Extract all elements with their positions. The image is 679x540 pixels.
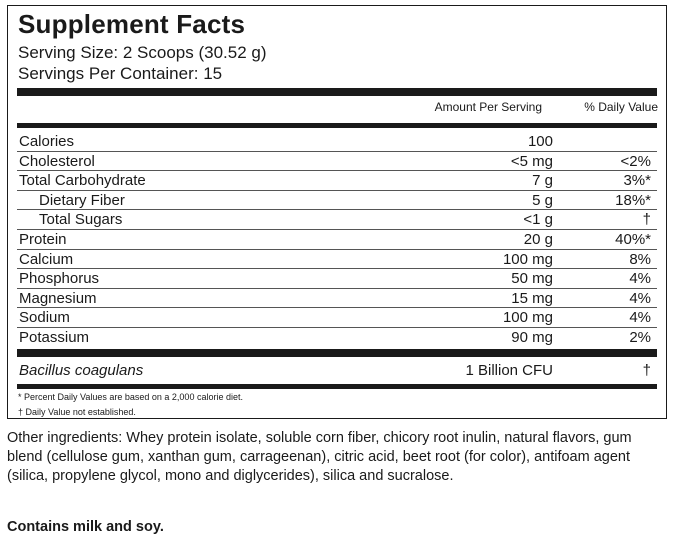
nutrient-row-calories <box>17 132 657 152</box>
nutrient-dv: 2% <box>629 328 651 346</box>
probiotic-amount: 1 Billion CFU <box>465 362 553 379</box>
nutrient-rows <box>17 132 657 348</box>
nutrient-row-potassium <box>17 328 657 348</box>
nutrient-row-magnesium <box>17 289 657 309</box>
nutrient-row-phosphorus <box>17 269 657 289</box>
other-ingredients: Other ingredients: Whey protein isolate, soluble corn fiber, chicory root inulin, natural flavors, gum blend (cellulose gum, xanthan gum, carrageenan), citric acid, beet root (for color), antifoam agent (silica, propylene glycol, mono and diglycerides), silica and sucralose. <box>7 430 632 484</box>
probiotic-dv: † <box>642 362 651 379</box>
serving-size: Serving Size: 2 Scoops (30.52 g) <box>18 43 267 62</box>
footnote-divider <box>17 384 657 389</box>
nutrient-amount: 100 mg <box>502 309 553 327</box>
probiotic-row <box>17 361 657 383</box>
nutrient-row-protein <box>17 230 657 250</box>
daily-value-header: % Daily Value <box>584 100 658 114</box>
percent-footnote: * Percent Daily Values are based on a 2,000 calorie diet. <box>18 392 243 402</box>
nutrient-dv: 4% <box>629 309 651 327</box>
nutrient-row-total-sugars <box>17 210 657 230</box>
header-divider <box>17 88 657 96</box>
nutrient-name: Cholesterol <box>19 152 95 170</box>
nutrient-row-sodium <box>17 308 657 328</box>
nutrient-dv: 4% <box>629 270 651 288</box>
nutrient-name: Total Carbohydrate <box>19 172 146 190</box>
nutrient-amount: 100 mg <box>502 250 553 268</box>
nutrient-name: Calcium <box>19 250 74 268</box>
nutrient-name: Protein <box>19 230 67 248</box>
dagger-footnote: † Daily Value not established. <box>18 407 136 417</box>
nutrient-row-total-carbohydrate <box>17 171 657 191</box>
nutrient-dv: 4% <box>629 289 651 307</box>
probiotic-name: Bacillus coagulans <box>19 362 144 379</box>
nutrient-dv: 18%* <box>615 191 651 209</box>
allergen-statement: Contains milk and soy. <box>7 519 164 535</box>
nutrient-dv: <2% <box>620 152 651 170</box>
nutrient-amount: 5 g <box>532 191 553 209</box>
nutrient-row-calcium <box>17 250 657 270</box>
nutrient-dv: † <box>642 211 651 229</box>
nutrient-amount: <1 g <box>523 211 553 229</box>
nutrient-amount: <5 mg <box>510 152 553 170</box>
column-header-divider <box>17 123 657 128</box>
nutrient-amount: 100 <box>527 133 553 150</box>
nutrient-name: Magnesium <box>19 289 97 307</box>
nutrient-name: Total Sugars <box>39 211 123 229</box>
nutrient-amount: 90 mg <box>511 328 553 346</box>
nutrient-amount: 20 g <box>523 230 553 248</box>
probiotic-divider <box>17 349 657 357</box>
amount-per-serving-header: Amount Per Serving <box>434 100 542 114</box>
nutrient-name: Phosphorus <box>19 270 100 288</box>
nutrient-name: Sodium <box>19 309 70 327</box>
servings-per-container: Servings Per Container: 15 <box>18 64 223 83</box>
nutrient-dv: 8% <box>629 250 651 268</box>
nutrient-row-cholesterol <box>17 152 657 172</box>
panel-title: Supplement Facts <box>18 9 246 39</box>
nutrient-name: Potassium <box>19 328 90 346</box>
nutrient-amount: 50 mg <box>511 270 553 288</box>
nutrient-dv: 3%* <box>623 172 651 190</box>
nutrient-name: Dietary Fiber <box>39 191 125 209</box>
nutrient-amount: 7 g <box>532 172 553 190</box>
nutrient-name: Calories <box>19 133 75 150</box>
supplement-facts-panel <box>7 5 667 419</box>
nutrient-amount: 15 mg <box>511 289 553 307</box>
nutrient-dv: 40%* <box>615 230 651 248</box>
nutrient-row-dietary-fiber <box>17 191 657 211</box>
